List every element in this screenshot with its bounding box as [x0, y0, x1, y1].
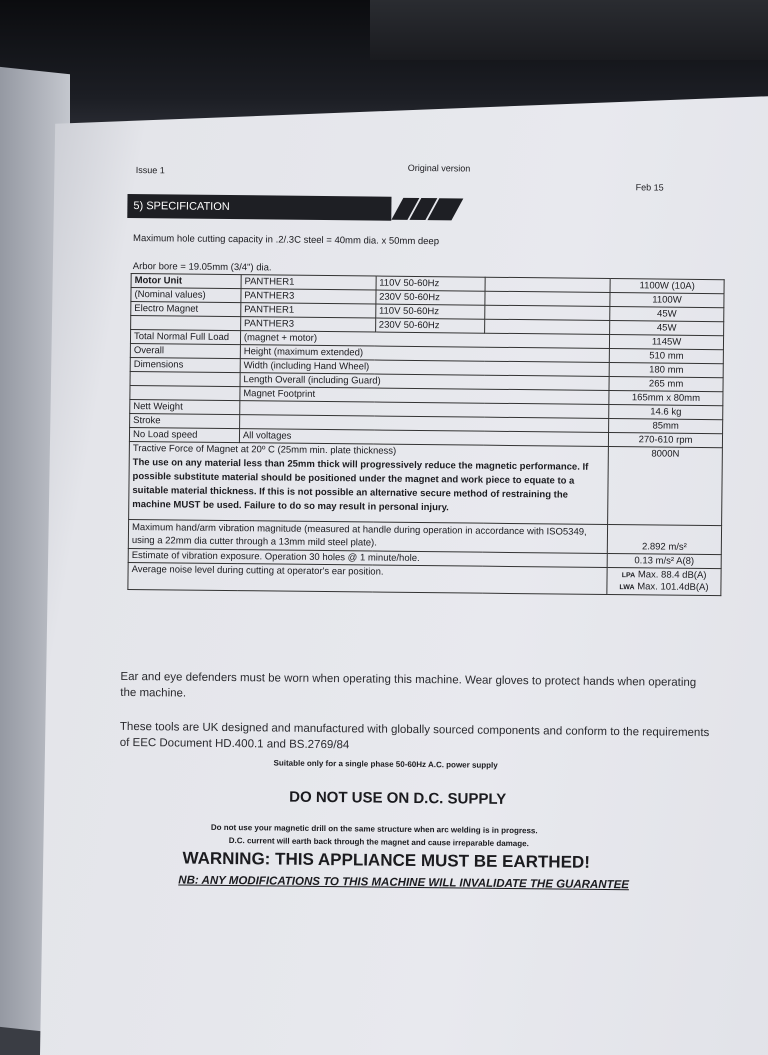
dimension-value: 165mm x 80mm [609, 390, 723, 405]
dimensions-label: Dimensions [130, 357, 240, 372]
guarantee-note: NB: ANY MODIFICATIONS TO THIS MACHINE WILL INVALIDATE THE GUARANTEE [178, 874, 630, 892]
tractive-warning: The use on any material less than 25mm thick will progressively reduce the magnetic performance. If possible substitute material should be positioned under the magnet and work piece to equate to a suitable material thickness. If this is not possible an alternative secure method of restraining the machine MUST be used. Failure to do so may result in personal injury. [132, 457, 589, 514]
issue-label: Issue 1 [135, 165, 165, 176]
total-label: Total Normal Full Load [130, 329, 240, 344]
arbor-text: Arbor bore = 19.05mm (3/4") dia. [132, 260, 272, 274]
vibration-value: 2.892 m/s² [607, 524, 721, 554]
ear-defenders-note: Ear and eye defenders must be worn when operating this machine. Wear gloves to protect hands when operating the machine. [120, 670, 697, 700]
total-value: 1145W [610, 334, 724, 349]
table-row [128, 562, 721, 595]
magnet-label: Electro Magnet [131, 301, 241, 316]
uk-design-note: These tools are UK designed and manufactured with globally sourced components and conform to the requirements of EEC Document HD.400.1 and BS.2769/84 [119, 720, 710, 752]
date-label: Feb 15 [635, 182, 664, 193]
arc-warning-line-1: Do not use your magnetic drill on the same structure when arc welding is in progress. [210, 822, 538, 836]
speed-note: All voltages [239, 429, 608, 447]
dimension-label: Length Overall (including Guard) [240, 373, 609, 391]
dimension-value: 510 mm [609, 348, 723, 363]
table-row [129, 441, 723, 525]
exposure-value: 0.13 m/s² A(8) [607, 553, 721, 568]
version-label: Original version [407, 162, 471, 174]
capacity-text: Maximum hole cutting capacity in .2/.3C steel = 40mm dia. x 50mm deep [132, 233, 440, 248]
total-note: (magnet + motor) [240, 331, 609, 349]
model-value: 45W [610, 306, 724, 321]
earthed-warning: WARNING: THIS APPLIANCE MUST BE EARTHED! [182, 848, 591, 872]
arc-warning-line-2: D.C. current will earth back through the magnet and cause irreparable damage. [228, 836, 529, 849]
overall-label: Overall [130, 343, 240, 358]
dimension-label: Magnet Footprint [240, 387, 609, 405]
model-name: PANTHER3 [241, 289, 376, 304]
lwa-prefix: LWA [619, 584, 635, 592]
model-supply: 110V 50-60Hz [375, 304, 485, 319]
model-supply: 230V 50-60Hz [376, 290, 486, 305]
vibration-text: Maximum hand/arm vibration magnitude (measured at handle during operation in accordance with ISO5349, using a 22mm dia cutter through a 13mm mild steel plate). [128, 519, 607, 553]
model-value: 45W [610, 320, 724, 335]
nominal-label: (Nominal values) [131, 287, 241, 302]
lpa-prefix: LPA [621, 572, 636, 580]
dimension-label: Width (including Hand Wheel) [240, 359, 609, 377]
dc-warning: DO NOT USE ON D.C. SUPPLY [289, 788, 507, 808]
noise-text: Average noise level during cutting at operator's ear position. [128, 562, 607, 594]
weight-label: Nett Weight [130, 399, 240, 414]
noise-lpa: Max. 88.4 dB(A) [637, 569, 707, 582]
exposure-text: Estimate of vibration exposure. Operation 30 holes @ 1 minute/hole. [128, 548, 607, 567]
noise-lwa: Max. 101.4dB(A) [637, 581, 709, 594]
dimension-value: 180 mm [609, 362, 723, 377]
tractive-value: 8000N [608, 446, 723, 525]
dimension-label: Height (maximum extended) [240, 345, 609, 363]
model-name: PANTHER1 [241, 303, 376, 318]
speed-value: 270-610 rpm [609, 432, 723, 447]
dimension-value: 265 mm [609, 376, 723, 391]
model-name: PANTHER3 [240, 317, 375, 332]
supply-note: Suitable only for a single phase 50-60Hz A.C. power supply [273, 758, 498, 770]
model-supply: 110V 50-60Hz [376, 276, 486, 291]
speed-label: No Load speed [129, 427, 239, 442]
section-title: 5) SPECIFICATION [127, 194, 391, 221]
model-supply: 230V 50-60Hz [375, 318, 485, 333]
stroke-label: Stroke [130, 413, 240, 428]
tractive-label: Tractive Force of Magnet at 20º C (25mm min. plate thickness) [132, 443, 397, 457]
specification-table [127, 273, 724, 596]
motor-label: Motor Unit [131, 273, 241, 288]
model-name: PANTHER1 [241, 275, 376, 290]
model-value: 1100W [610, 292, 724, 307]
weight-value: 14.6 kg [609, 404, 723, 419]
stroke-value: 85mm [609, 418, 723, 433]
model-value: 1100W (10A) [610, 278, 724, 293]
